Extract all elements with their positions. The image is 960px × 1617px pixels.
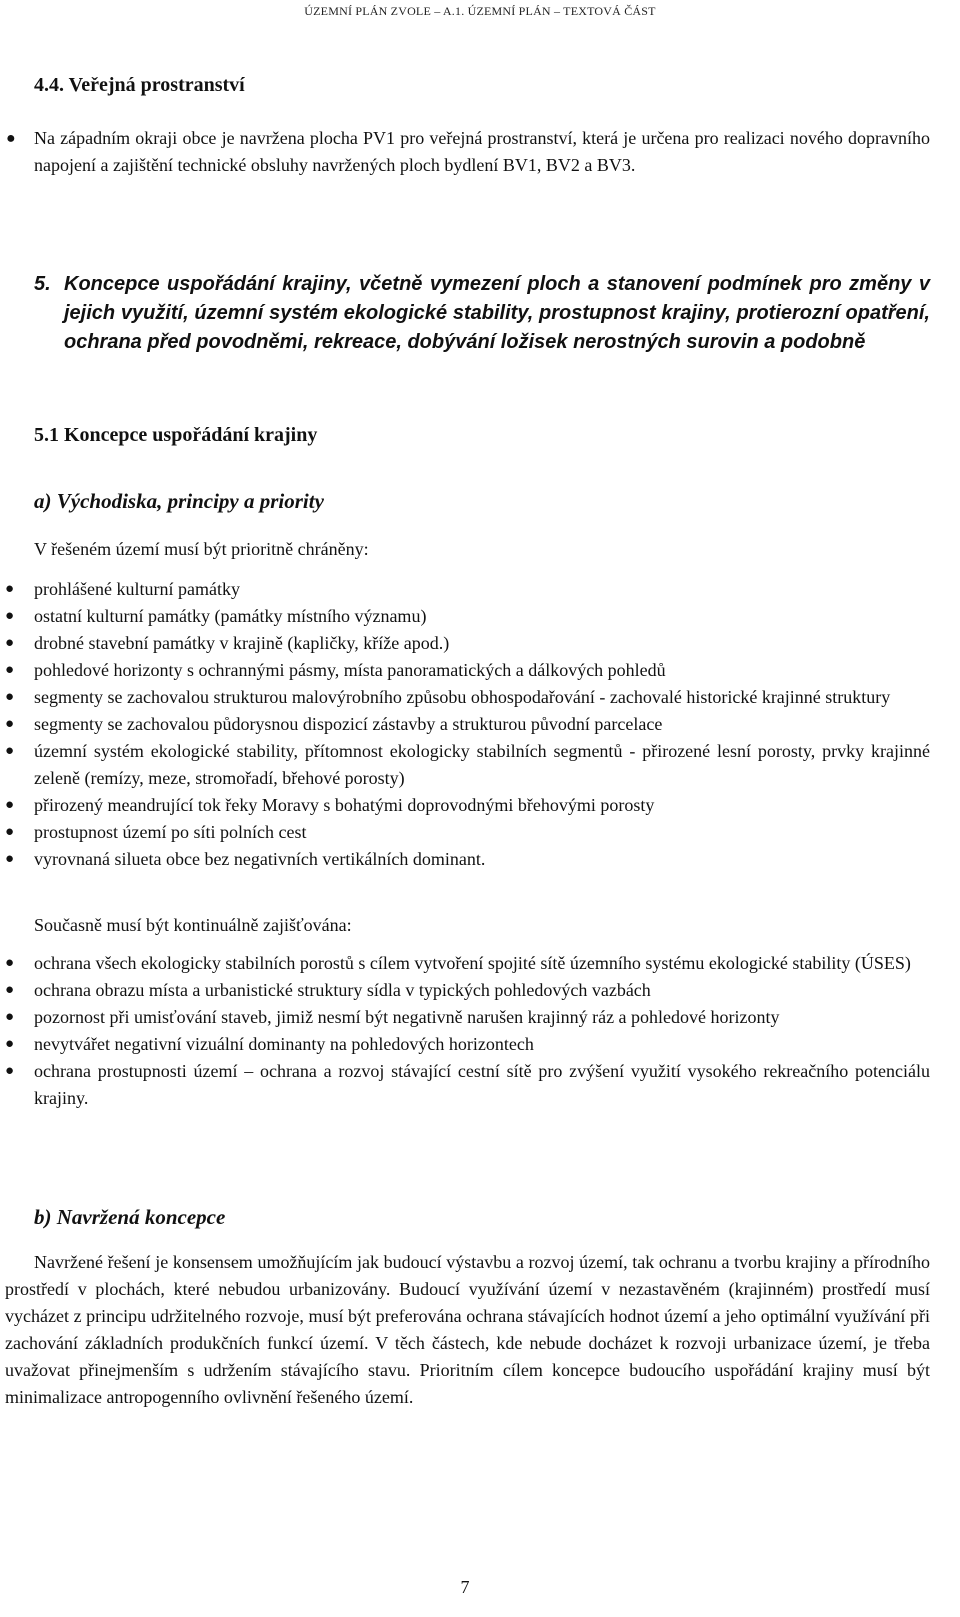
list-item: ● ostatní kulturní památky (památky místního významu) bbox=[0, 603, 930, 630]
part-b-heading: b) Navržená koncepce bbox=[34, 1205, 226, 1229]
list-item: ● pozornost při umisťování staveb, jimiž nesmí být negativně narušen krajinný ráz a pohledové horizonty bbox=[0, 1004, 930, 1031]
section-4-4-text: Na západním okraji obce je navržena plocha PV1 pro veřejná prostranství, která je určena pro realizaci nového dopravního napojení a zajištění technické obsluhy navržených ploch bydlení BV1, BV2 a BV3. bbox=[34, 128, 930, 175]
section-5-1-heading: 5.1 Koncepce uspořádání krajiny bbox=[34, 424, 318, 446]
bullet-icon: ● bbox=[5, 635, 15, 651]
part-b-paragraph: Navržené řešení je konsensem umožňujícím jak budoucí výstavbu a rozvoj území, tak ochranu a tvorbu krajiny a přírodního prostředí v plochách, které nebudou urbanizovány. Budoucí využívání území v nezastavěném (krajinném) prostředí musí vycházet z principu udržitelného rozvoje, musí být preferována ochrana stávajících hodnot území a jeho optimální využívání při zachování základních produkčních funkcí území. V těch částech, kde nebude docházet k rozvoji urbanizace území, je třeba uvažovat přinejmenším s udržením stávajícího stavu. Prioritním cílem koncepce budoucího uspořádání krajiny musí být minimalizace antropogenního ovlivnění řešeného území. bbox=[5, 1252, 930, 1407]
list-item: ● pohledové horizonty s ochrannými pásmy, místa panoramatických a dálkových pohledů bbox=[0, 657, 930, 684]
bullet-icon: ● bbox=[5, 581, 15, 597]
list-item: ● segmenty se zachovalou půdorysnou dispozicí zástavby a strukturou původní parcelace bbox=[0, 711, 930, 738]
part-a-list-2 bbox=[0, 950, 930, 1112]
list-item: ● vyrovnaná silueta obce bez negativních vertikálních dominant. bbox=[0, 846, 930, 873]
list-item: ● drobné stavební památky v krajině (kapličky, kříže apod.) bbox=[0, 630, 930, 657]
bullet-icon: ● bbox=[6, 130, 16, 147]
bullet-icon: ● bbox=[5, 662, 15, 678]
list-item: ● ochrana obrazu místa a urbanistické struktury sídla v typických pohledových vazbách bbox=[0, 977, 930, 1004]
section-4-4-bullet bbox=[0, 125, 960, 179]
list-item: ● nevytvářet negativní vizuální dominanty na pohledových horizontech bbox=[0, 1031, 930, 1058]
bullet-icon: ● bbox=[5, 851, 15, 867]
bullet-icon: ● bbox=[5, 797, 15, 813]
list-item: ● přirozený meandrující tok řeky Moravy s bohatými doprovodnými břehovými porosty bbox=[0, 792, 930, 819]
section-5-heading bbox=[34, 270, 930, 357]
page-number: 7 bbox=[460, 1577, 470, 1597]
bullet-icon: ● bbox=[5, 1063, 15, 1079]
bullet-icon: ● bbox=[5, 1009, 15, 1025]
bullet-icon: ● bbox=[5, 982, 15, 998]
list-item: ● ochrana prostupnosti území – ochrana a rozvoj stávající cestní sítě pro zvýšení využití vysokého rekreačního potenciálu krajiny. bbox=[0, 1058, 930, 1112]
bullet-icon: ● bbox=[5, 824, 15, 840]
list-item: ● segmenty se zachovalou strukturou malovýrobního způsobu obhospodařování - zachovalé historické krajinné struktury bbox=[0, 684, 930, 711]
section-5-number: 5. bbox=[34, 273, 51, 295]
section-5-title: Koncepce uspořádání krajiny, včetně vymezení ploch a stanovení podmínek pro změny v jejich využití, územní systém ekologické stability, prostupnost krajiny, protierozní opatření, ochrana před povodněmi, rekreace, dobývání ložisek nerostných surovin a podobně bbox=[64, 273, 930, 353]
bullet-icon: ● bbox=[5, 743, 15, 759]
part-a-list bbox=[0, 576, 930, 873]
part-a-heading: a) Východiska, principy a priority bbox=[34, 489, 324, 513]
part-a-intro-2: Současně musí být kontinuálně zajišťována: bbox=[34, 915, 352, 935]
part-a-intro: V řešeném území musí být prioritně chráněny: bbox=[34, 539, 369, 559]
list-item: ● ochrana všech ekologicky stabilních porostů s cílem vytvoření spojité sítě územního systému ekologické stability (ÚSES) bbox=[0, 950, 930, 977]
bullet-icon: ● bbox=[5, 608, 15, 624]
list-item: ● prohlášené kulturní památky bbox=[0, 576, 930, 603]
bullet-icon: ● bbox=[5, 689, 15, 705]
bullet-icon: ● bbox=[5, 955, 15, 971]
section-4-4-heading: 4.4. Veřejná prostranství bbox=[34, 74, 245, 96]
running-header: ÚZEMNÍ PLÁN ZVOLE – A.1. ÚZEMNÍ PLÁN – TEXTOVÁ ČÁST bbox=[304, 4, 656, 18]
list-item: ● územní systém ekologické stability, přítomnost ekologicky stabilních segmentů - přirozené lesní porosty, prvky krajinné zeleně (remízy, meze, stromořadí, břehové porosty) bbox=[0, 738, 930, 792]
list-item: ● prostupnost území po síti polních cest bbox=[0, 819, 930, 846]
bullet-icon: ● bbox=[5, 1036, 15, 1052]
bullet-icon: ● bbox=[5, 716, 15, 732]
